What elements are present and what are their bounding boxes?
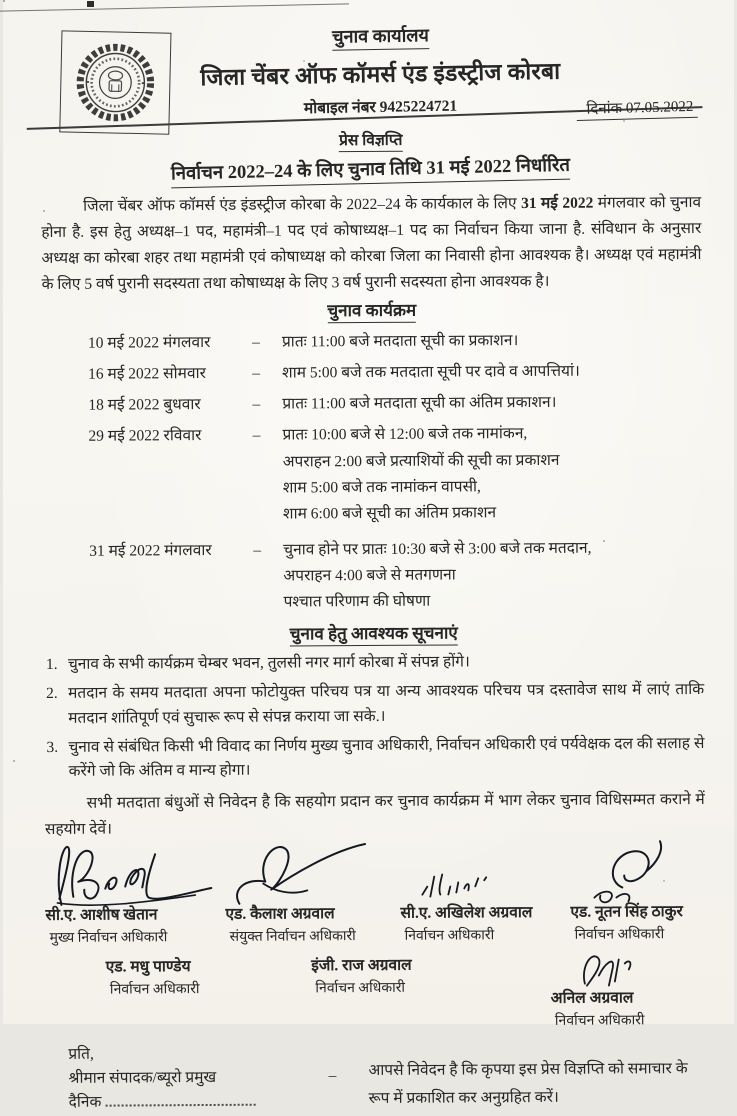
signatory-title: निर्वाचन अधिकारी — [315, 981, 406, 997]
to-label: प्रति, — [68, 1045, 94, 1064]
dash-separator: – — [328, 1067, 337, 1085]
distribution-footer — [46, 1039, 706, 1115]
schedule-detail: चुनाव होने पर प्रातः 10:30 बजे से 3:00 बजे तक मतदान, — [283, 539, 592, 559]
schedule-row — [43, 535, 703, 617]
mobile-number-line: मोबाइल नंबर 9425224721 — [303, 97, 458, 118]
signatory — [106, 954, 252, 1033]
schedule-detail: अपराहन 2:00 बजे प्रत्याशियों की सूची का प्रकाशन — [282, 451, 560, 471]
addressee-line: श्रीमान संपादक/ब्यूरो प्रमुख — [68, 1069, 217, 1088]
schedule-row — [42, 420, 703, 528]
signatory-name: एड. कैलाश अग्रवाल — [225, 905, 335, 924]
handwritten-signature-icon — [225, 843, 400, 902]
intro-text-2: मंगलवार को चुनाव होना है. इस हेतु अध्यक्ष–1 पद, महामंत्री–1 पद एवं कोषाध्यक्ष–1 पद का निर्वाचन किया जाना है. संविधान के अनुसार अध्यक्ष का कोरबा शहर तथा महामंत्री एवं कोषाध्यक्ष को कोरबा जिला का निवासी होना आवश्यक है। अध्यक्ष एवं महामंत्री के लिए 5 वर्ष पुरानी सदस्यता तथा कोषाध्यक्ष के लिए 3 वर्ष पुरानी सदस्यता होना आवश्यक है। — [41, 193, 702, 294]
daily-label: दैनिक — [68, 1093, 102, 1112]
intro-bold-date: 31 मई 2022 — [520, 194, 594, 213]
signatory — [570, 841, 706, 944]
schedule-detail: पश्चात परिणाम की घोषणा — [283, 592, 431, 611]
handwritten-signature-icon — [550, 951, 705, 986]
schedule-detail: शाम 5:00 बजे तक मतदाता सूची पर दावे व आपत्तियां। — [282, 362, 580, 382]
signatory-name: एड. नूतन सिंह ठाकुर — [570, 903, 683, 922]
signatory-title: निर्वाचन अधिकारी — [554, 1013, 645, 1030]
signatory — [225, 843, 401, 946]
schedule-row — [42, 389, 702, 419]
notice-text: चुनाव से संबंधित किसी भी विवाद का निर्णय मुख्य चुनाव अधिकारी, निर्वाचन अधिकारी एवं पर्यवेक्षक दल की सलाह से करेंगे जो कि अंतिम व मान्य होगा। — [68, 734, 705, 781]
notices-heading: चुनाव हेतु आवश्यक सूचनाएं — [290, 621, 458, 647]
dash-separator: – — [253, 541, 262, 559]
closing-paragraph: सभी मतदाता बंधुओं से निवेदन है कि सहयोग प्रदान कर चुनाव कार्यक्रम में भाग लेकर चुनाव विधिसम्मत कराने में सहयोग देवें। — [44, 791, 705, 839]
schedule-date: 10 मई 2022 मंगलवार — [87, 334, 211, 352]
fill-in-blank-line — [105, 1094, 255, 1107]
intro-paragraph — [41, 190, 702, 298]
schedule-detail: शाम 5:00 बजे तक नामांकन वापसी, — [282, 477, 481, 497]
notice-item — [44, 678, 704, 732]
signatory-name: इंजी. राज अग्रवाल — [311, 957, 412, 975]
scanned-press-release-document — [3, 0, 734, 1112]
signatory-name: एड. मधु पाण्डेय — [105, 958, 191, 976]
dash-separator: – — [252, 333, 260, 351]
schedule-date: 18 मई 2022 बुधवार — [88, 396, 201, 415]
intro-text-1: जिला चेंबर ऑफ कॉमर्स एंड इंडस्ट्रीज कोरबा के 2022–24 के कार्यकाल के लिए — [83, 195, 522, 215]
document-date: दिनांक 07.05.2022 — [576, 96, 697, 121]
signatory-name: सी.ए. अखिलेश अग्रवाल — [400, 904, 533, 923]
handwritten-signature-icon — [400, 842, 570, 901]
office-title: चुनाव कार्यालय — [331, 23, 428, 51]
press-release-label: प्रेस विज्ञप्ति — [339, 128, 403, 152]
letterhead — [150, 23, 611, 119]
schedule-detail: प्रातः 11:00 बजे मतदाता सूची का प्रकाशन। — [281, 332, 519, 351]
notice-text: मतदान के समय मतदाता अपना फोटोयुक्त परिचय पत्र या अन्य आवश्यक परिचय पत्र दस्तावेज साथ में लाएं ताकि मतदान शांतिपूर्ण एवं सुचारू रूप से संपन्न कराया जा सके.। — [68, 680, 705, 727]
schedule-date: 31 मई 2022 मंगलवार — [89, 541, 212, 560]
handwritten-signature-icon — [570, 841, 705, 900]
signatory — [45, 844, 226, 947]
notice-number: 2. — [46, 684, 58, 702]
dash-separator: – — [252, 364, 261, 382]
signatory — [400, 842, 571, 945]
signatory-name: अनिल अग्रवाल — [550, 989, 634, 1008]
schedule-detail: अपराहन 4:00 बजे से मतगणना — [283, 566, 456, 585]
schedule-detail: प्रातः 11:00 बजे मतदाता सूची का अंतिम प्रकाशन। — [282, 394, 557, 413]
notice-item — [44, 732, 704, 786]
schedule-detail: शाम 6:00 बजे सूची का अंतिम प्रकाशन — [282, 504, 497, 523]
schedule-row — [42, 327, 702, 357]
signatory-title: निर्वाचन अधिकारी — [574, 927, 665, 944]
daily-blank-line — [69, 1090, 297, 1115]
signatory — [311, 952, 496, 1031]
signatory-title: निर्वाचन अधिकारी — [109, 982, 200, 998]
signatory — [550, 951, 706, 1030]
publication-request: आपसे निवेदन है कि कृपया इस प्रेस विज्ञप्ति को समाचार के रूप में प्रकाशित कर अनुग्रहित करें। — [368, 1060, 688, 1108]
signatory-name: सी.ए. आशीष खेतान — [45, 906, 158, 925]
schedule-date: 16 मई 2022 सोमवार — [88, 365, 206, 383]
dash-separator: – — [252, 427, 261, 445]
notice-number: 1. — [45, 656, 58, 674]
schedule-heading: चुनाव कार्यक्रम — [327, 298, 416, 324]
signatory-title: मुख्य निर्वाचन अधिकारी — [49, 930, 168, 947]
signatory-title: संयुक्त निर्वाचन अधिकारी — [229, 929, 356, 946]
notice-text: चुनाव के सभी कार्यक्रम चेम्बर भवन, तुलसी नगर मार्ग कोरबा में संपन्न होंगे। — [67, 653, 470, 674]
notice-item — [44, 649, 704, 678]
signature-block-row-1 — [45, 841, 706, 947]
schedule-row — [42, 358, 702, 388]
handwritten-signature-icon — [45, 844, 225, 903]
headline: निर्वाचन 2022–24 के लिए चुनाव तिथि 31 मई 2022 निर्धारित — [171, 152, 571, 189]
notices-list — [44, 649, 705, 785]
signatory-title: निर्वाचन अधिकारी — [404, 928, 495, 945]
dash-separator: – — [252, 396, 261, 414]
election-schedule — [42, 327, 704, 617]
notice-number: 3. — [46, 738, 59, 756]
schedule-detail: प्रातः 10:00 बजे से 12:00 बजे तक नामांकन, — [282, 425, 528, 444]
signature-block-row-2 — [46, 951, 706, 1033]
round-seal-icon — [70, 38, 160, 128]
schedule-date: 29 मई 2022 रविवार — [88, 427, 202, 446]
organization-name: जिला चेंबर ऑफ कॉमर्स एंड इंडस्ट्रीज कोरबा — [200, 58, 561, 91]
